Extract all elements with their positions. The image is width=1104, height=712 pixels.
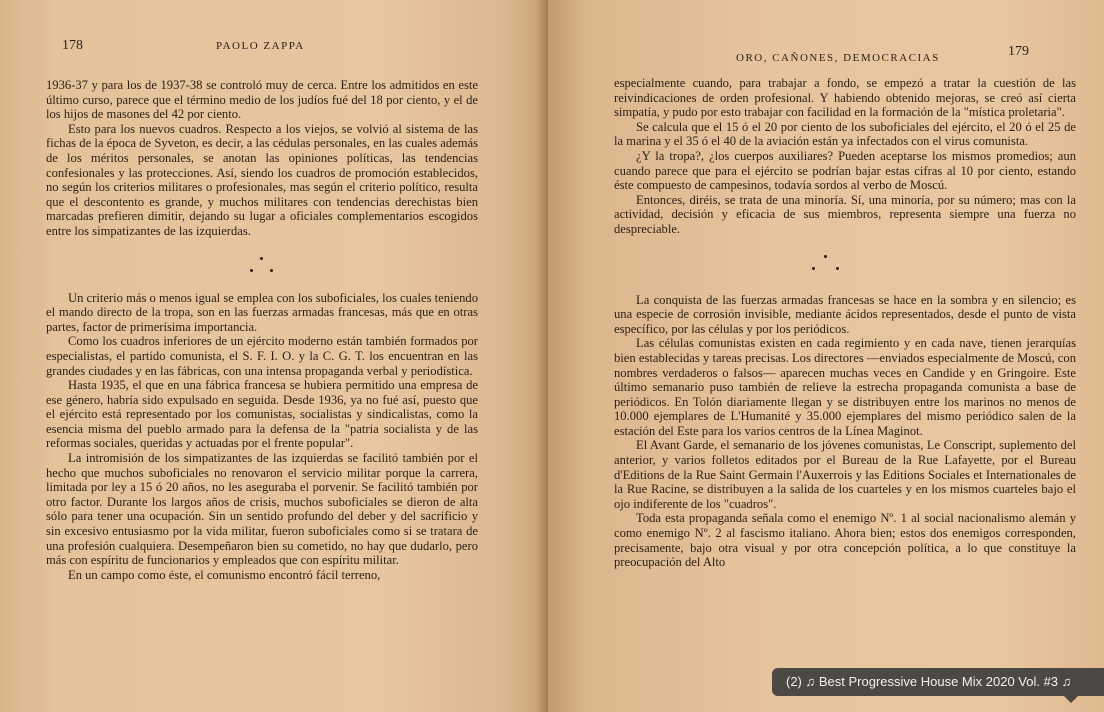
video-title-label: (2) ♫ Best Progressive House Mix 2020 Vol. #3 ♫ — [786, 674, 1072, 689]
paragraph: La conquista de las fuerzas armadas francesas se hace en la sombra y en silencio; es una especie de corrosión invisible, mediante ácidos representados, desde el punto de vista específico, por las células y por los periódicos. — [614, 292, 1076, 336]
video-title-tooltip[interactable] — [772, 668, 1104, 696]
paragraph: ¿Y la tropa?, ¿los cuerpos auxiliares? Pueden aceptarse los mismos promedios; aun cuando parece que para el ejército se podrían bajar estas cifras al 10 por ciento, estando éste compuesto de campesinos, todavía sordos al verbo de Moscú. — [614, 148, 1076, 193]
paragraph: Toda esta propaganda señala como el enemigo Nº. 1 al social nacionalismo alemán y como enemigo Nº. 2 al fascismo italiano. Ahora bien; estos dos enemigos corresponden, precisamente, bajo otra visual y por otra concepción política, a lo que constituye la preocupación del Alto — [614, 511, 1076, 570]
paragraph: En un campo como éste, el comunismo encontró fácil terreno, — [68, 567, 381, 582]
right-page-number: 179 — [1008, 44, 1029, 59]
left-page — [0, 0, 548, 712]
left-text-block-2 — [46, 291, 478, 583]
left-running-title: PAOLO ZAPPA — [216, 40, 305, 52]
paragraph: Esto para los nuevos cuadros. Respecto a los viejos, se volvió al sistema de las fichas de la época de Syveton, es decir, a las cédulas personales, en las cuales además de los méritos personales, se anotan las opiniones políticas, las tendencias confesionales y las protecciones. Así, siendo los cuadros de promoción establecidos, no según los criterios militares o profesionales, mas según el criterio político, resulta que el descontento es grande, y muchos militares con tendencias derechistas bien marcadas prefieren dimitir, dejando su lugar a oficiales complementarios escogidos entre los simpatizantes de las izquierdas. — [46, 121, 478, 238]
paragraph: Un criterio más o menos igual se emplea con los suboficiales, los cuales teniendo el mando directo de la tropa, son en las fuerzas armadas francesas, más que en otras partes, factor de primerísima importancia. — [46, 290, 478, 334]
paragraph: Entonces, diréis, se trata de una minoría. Sí, una minoría, por su número; mas con la actividad, decisión y eficacia de sus miembros, representa siempre una fuerza no despreciable. — [614, 192, 1076, 236]
paragraph: Como los cuadros inferiores de un ejército moderno están también formados por especialistas, el partido comunista, el S. F. I. O. y la C. G. T. los encuentran en las grandes ciudades y en las fábricas, con una intensa propaganda verbal y periodística. — [46, 334, 478, 378]
paragraph: 1936-37 y para los de 1937-38 se controló muy de cerca. Entre los admitidos en este último curso, parece que el término medio de los judíos fué del 18 por ciento, y el de los hijos de masones del 42 por ciento. — [46, 78, 478, 122]
right-text-block-1 — [614, 76, 1076, 237]
left-page-number: 178 — [62, 38, 83, 53]
left-running-head — [46, 38, 478, 78]
tooltip-pointer — [1064, 696, 1078, 703]
section-separator — [46, 239, 478, 291]
right-text-block-2 — [614, 293, 1076, 570]
paragraph: Hasta 1935, el que en una fábrica francesa se hubiera permitido una empresa de ese género, habría sido expulsado en seguida. Desde 1936, ya no fué así, puesto que el ejército está representado por los comunistas, socialistas y sindicalistas, como la esencia misma del pueblo armado para la defensa de la "patria socialista y de las reformas sociales, queridas y actuadas por el frente popular". — [46, 378, 478, 451]
right-running-head — [614, 46, 1076, 76]
right-page — [548, 0, 1104, 712]
paragraph: La intromisión de los simpatizantes de las izquierdas se facilitó también por el hecho que muchos suboficiales no renovaron el servicio militar porque la carrera, limitada por ley a 15 ó 20 años, no les aseguraba el porvenir. Se facilitó también por otro factor. Durante los largos años de crisis, muchos suboficiales se dieron de alta sólo para tener una ocupación. Sin un sentido profundo del deber y del sacrificio y sin excesivo entusiasmo por la vida militar, fueron suboficiales como si se tratara de una profesión cualquiera. Desempeñaron bien su cometido, no hay que dudarlo, pero más con espíritu de funcionarios y empleados que con espíritu militar. — [46, 451, 478, 568]
right-running-title: ORO, CAÑONES, DEMOCRACIAS — [736, 52, 940, 64]
paragraph: El Avant Garde, el semanario de los jóvenes comunistas, Le Conscript, suplemento del anterior, y varios folletos editados por el Bureau de la Rue Lafayette, por el Bureau d'Editions de la Rue Saint Germain l'Auxerrois y las Editions Sociales et Internationales de la Rue Racine, se distribuyen a la salida de los cuarteles y en los mismos cuarteles bajo el ojo indiferente de los "cuadros". — [614, 438, 1076, 511]
section-separator — [614, 237, 1076, 293]
paragraph: Las células comunistas existen en cada regimiento y en cada nave, tienen jerarquías bien establecidas y tareas precisas. Los directores —enviados especialmente de Moscú, con nombres verdaderos o falsos— aparecen muchas veces en Candide y en Gringoire. Este último semanario puso también de relieve la estrecha propaganda comunista a base de periódicos. En Tolón diariamente llegan y se distribuyen entre los marinos no menos de 10.000 ejemplares de L'Humanité y 35.000 ejemplares del mismo periódico salen de la estación del Este para los varios centros de la Línea Maginot. — [614, 336, 1076, 438]
paragraph: Se calcula que el 15 ó el 20 por ciento de los suboficiales del ejército, el 20 ó el 25 de la marina y el 35 ó el 40 de la aviación están ya infectados con el virus comunista. — [614, 119, 1076, 149]
left-text-block-1 — [46, 78, 478, 239]
paragraph: especialmente cuando, para trabajar a fondo, se empezó a tratar la cuestión de las reivindicaciones de orden profesional. Y habiendo obtenido mejoras, se creó así cierta simpatía, y pudo por esto trabajar con facilidad en la formación de la "mística proletaria". — [614, 76, 1076, 120]
